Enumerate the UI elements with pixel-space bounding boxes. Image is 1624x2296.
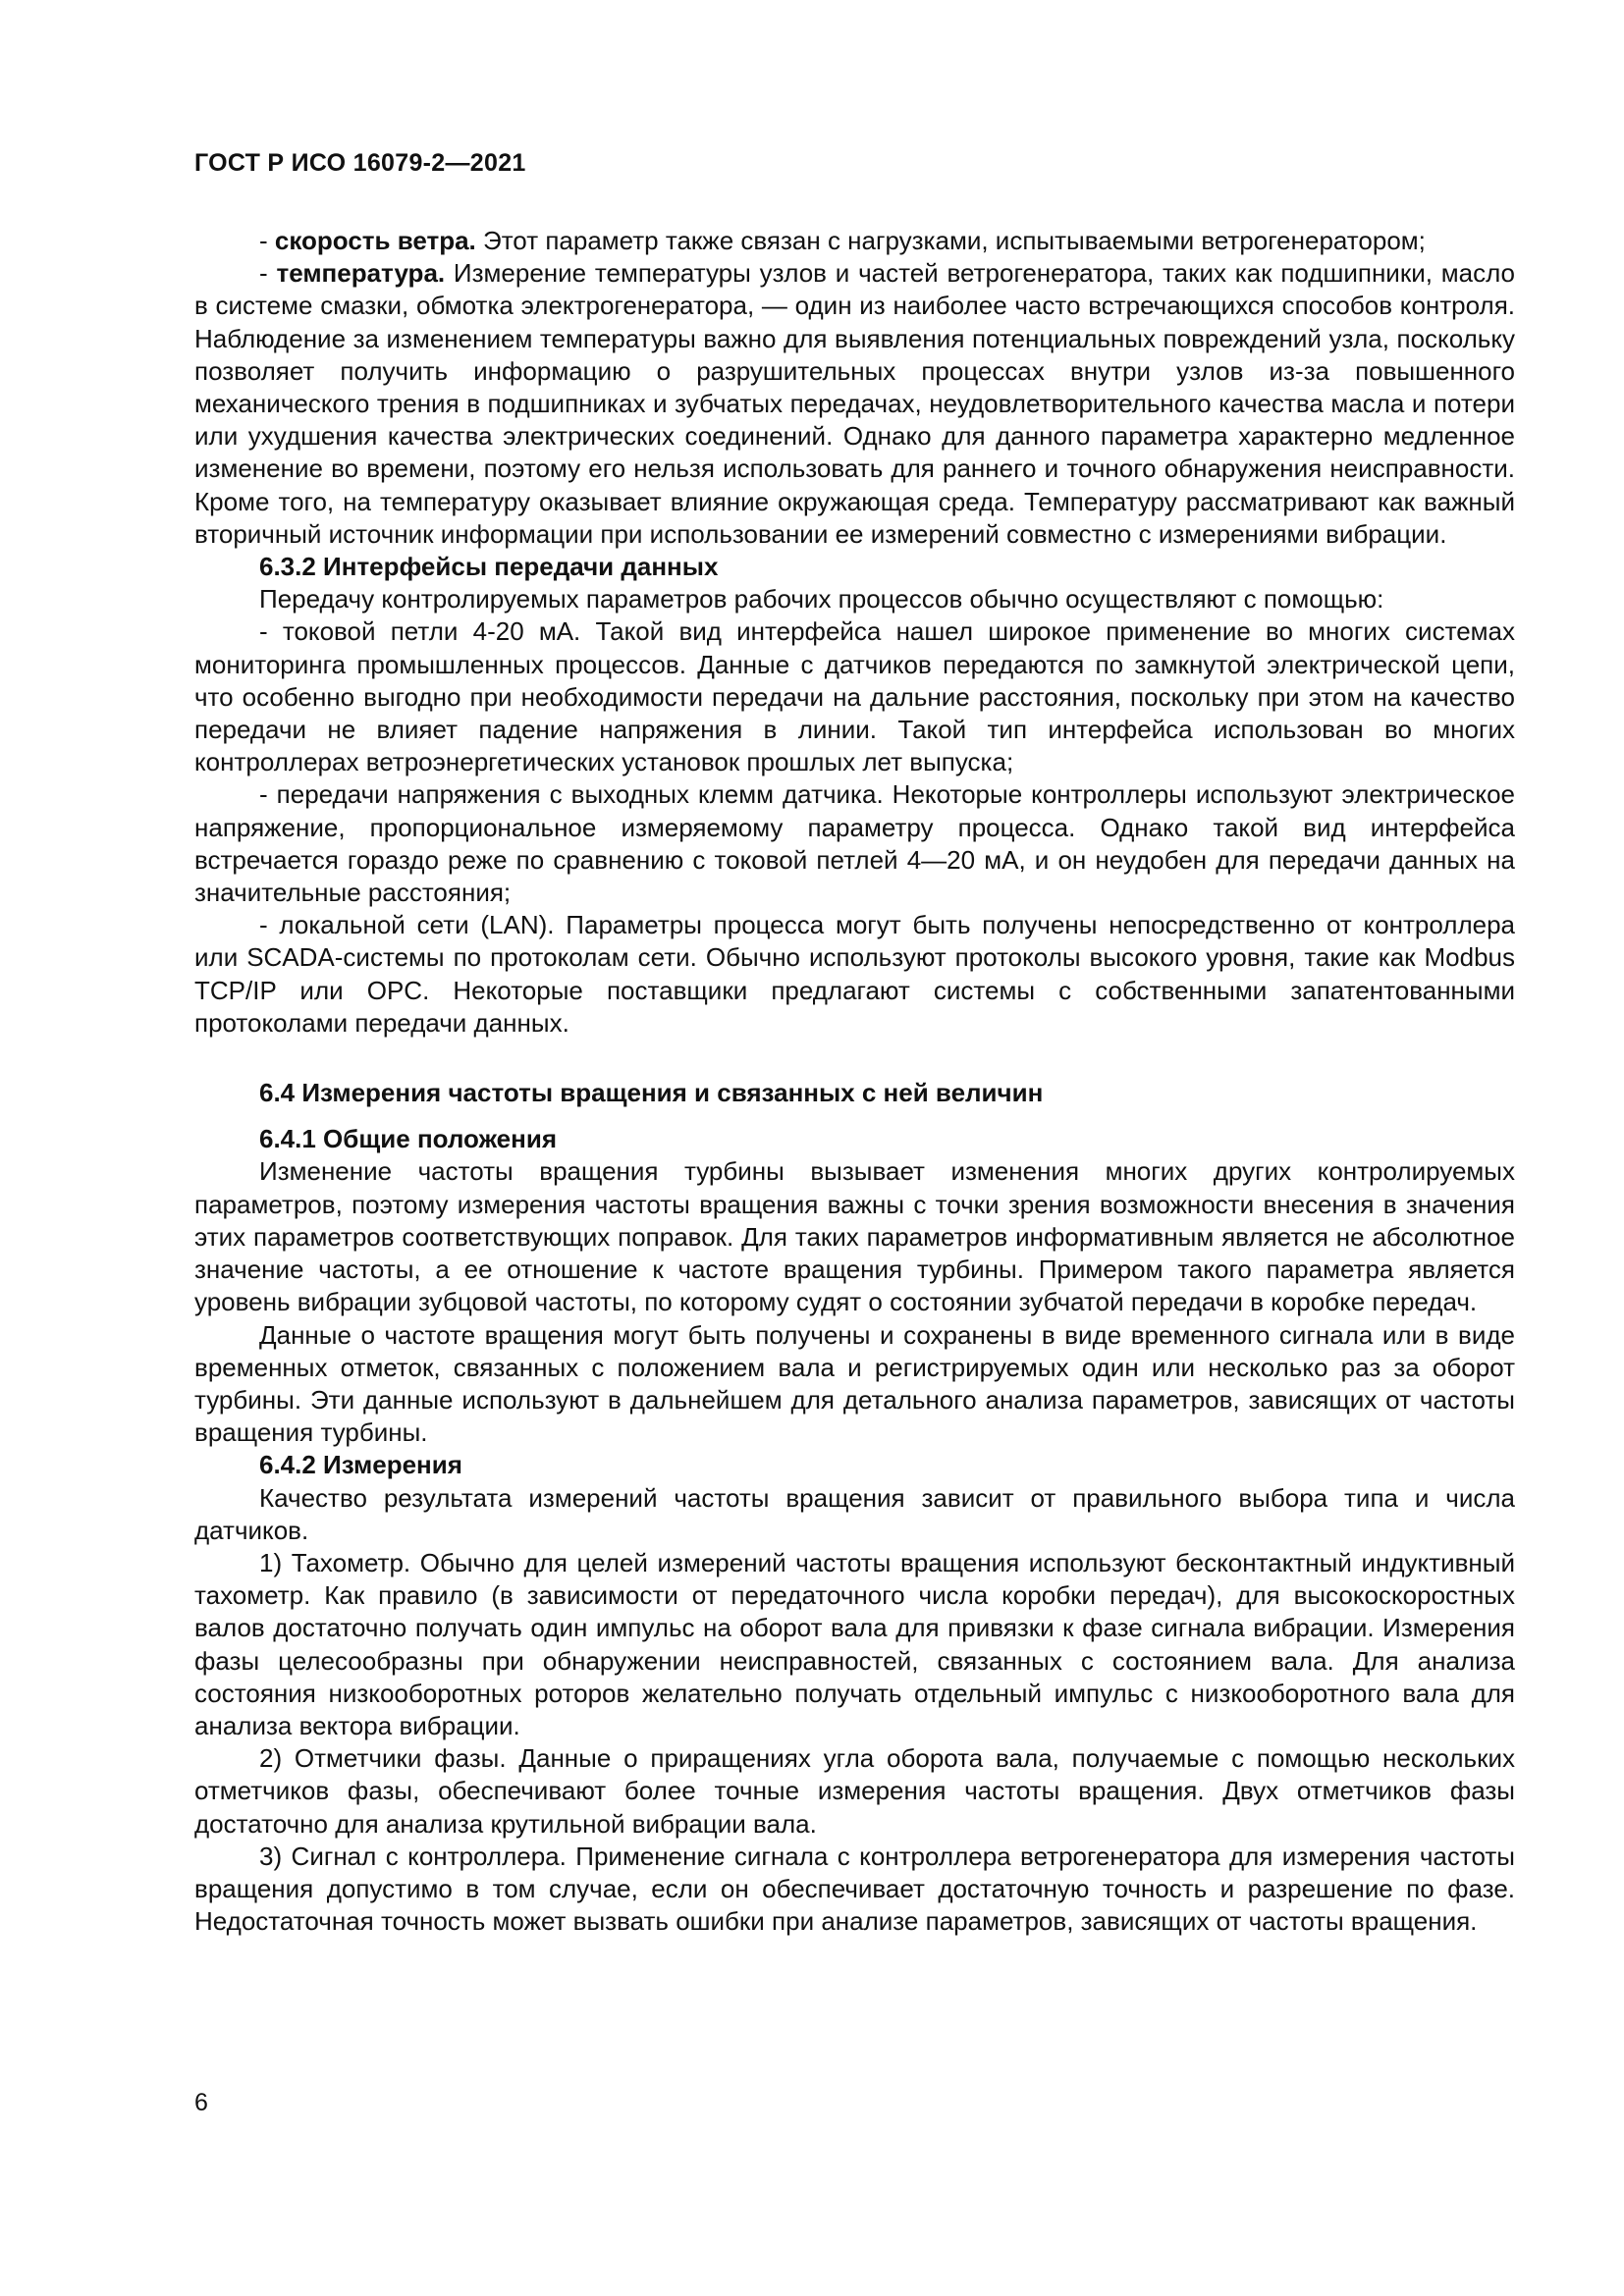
section-heading-6-4-1: 6.4.1 Общие положения bbox=[259, 1124, 557, 1154]
section-heading-6-4-2: 6.4.2 Измерения bbox=[259, 1450, 462, 1480]
list-item-temperature: - температура. Измерение температуры узлов и частей ветрогенератора, таких как подшипники, масло в системе смазки, обмотка электрогенератора, — один из наиболее часто встречающихся способов контроля. Наблюдение за изменением температуры важно для выявления потенциальных повреждений узла, поскольку позволяет получить информацию о разрушительных процессах внутри узлов из-за повышенного механического трения в подшипниках и зубчатых передачах, неудовлетворительного качества масла и потери или ухудшения качества электрических соединений. Однако для данного параметра характерно медленное изменение во времени, поэтому его нельзя использовать для раннего и точного обнаружения неисправности. Кроме того, на температуру оказывает влияние окружающая среда. Температуру рассматривают как важный вторичный источник информации при использовании ее измерений совместно с измерениями вибрации. bbox=[194, 258, 1515, 549]
paragraph-general-a: Изменение частоты вращения турбины вызывает изменения многих других контролируемых параметров, поэтому измерения частоты вращения важны с точки зрения возможности внесения в значения этих параметров соответствующих поправок. Для таких параметров информативным является не абсолютное значение частоты, а ее отношение к частоте вращения турбины. Примером такого параметра является уровень вибрации зубцовой частоты, по которому судят о состоянии зубчатой передачи в коробке передач. bbox=[194, 1156, 1515, 1317]
list-item-wind-speed: - скорость ветра. Этот параметр также связан с нагрузками, испытываемыми ветрогенератором; bbox=[259, 226, 1426, 255]
document-header: ГОСТ Р ИСО 16079-2—2021 bbox=[194, 149, 526, 177]
list-item-lan: - локальной сети (LAN). Параметры процесса могут быть получены непосредственно от контроллера или SCADA-системы по протоколам сети. Обычно используют протоколы высокого уровня, такие как Modbus TCP/IP или OPC. Некоторые поставщики предлагают системы с собственными запатентованными протоколами передачи данных. bbox=[194, 910, 1515, 1038]
page-number: 6 bbox=[194, 2089, 208, 2116]
section-heading-6-4: 6.4 Измерения частоты вращения и связанных с ней величин bbox=[259, 1078, 1044, 1108]
paragraph-general-b: Данные о частоте вращения могут быть получены и сохранены в виде временного сигнала или в виде временных отметок, связанных с положением вала и регистрируемых один или несколько раз за оборот турбины. Эти данные используют в дальнейшем для детального анализа параметров, зависящих от частоты вращения турбины. bbox=[194, 1319, 1515, 1448]
text-wind-speed: Этот параметр также связан с нагрузками, испытываемыми ветрогенератором; bbox=[475, 226, 1426, 255]
paragraph-measurements-intro: Качество результата измерений частоты вращения зависит от правильного выбора типа и числа датчиков. bbox=[194, 1482, 1515, 1545]
text-temperature: Измерение температуры узлов и частей ветрогенератора, таких как подшипники, масло в системе смазки, обмотка электрогенератора, — один из наиболее часто встречающихся способов контроля. Наблюдение за изменением температуры важно для выявления потенциальных повреждений узла, поскольку позволяет получить информацию о разрушительных процессах внутри узлов из-за повышенного механического трения в подшипниках и зубчатых передачах, неудовлетворительного качества масла и потери или ухудшения качества электрических соединений. Однако для данного параметра характерно медленное изменение во времени, поэтому его нельзя использовать для раннего и точного обнаружения неисправности. Кроме того, на температуру оказывает влияние окружающая среда. Температуру рассматривают как важный вторичный источник информации при использовании ее измерений совместно с измерениями вибрации. bbox=[194, 258, 1515, 549]
list-item-phase-markers: 2) Отметчики фазы. Данные о приращениях угла оборота вала, получаемые с помощью нескольких отметчиков фазы, обеспечивают более точные измерения частоты вращения. Двух отметчиков фазы достаточно для анализа крутильной вибрации вала. bbox=[194, 1743, 1515, 1839]
list-item-voltage: - передачи напряжения с выходных клемм датчика. Некоторые контроллеры используют электрическое напряжение, пропорциональное измеряемому параметру процесса. Однако такой вид интерфейса встречается гораздо реже по сравнению с токовой петлей 4—20 мА, и он неудобен для передачи данных на значительные расстояния; bbox=[194, 779, 1515, 908]
list-item-current-loop: - токовой петли 4-20 мА. Такой вид интерфейса нашел широкое применение во многих системах мониторинга промышленных процессов. Данные с датчиков передаются по замкнутой электрической цепи, что особенно выгодно при необходимости передачи на дальние расстояния, поскольку при этом на качество передачи не влияет падение напряжения в линии. Такой тип интерфейса использован во многих контроллерах ветроэнергетических установок прошлых лет выпуска; bbox=[194, 616, 1515, 777]
section-heading-6-3-2: 6.3.2 Интерфейсы передачи данных bbox=[259, 552, 719, 582]
document-body bbox=[194, 225, 1515, 1938]
list-item-controller-signal: 3) Сигнал с контроллера. Применение сигнала с контроллера ветрогенератора для измерения частоты вращения допустимо в том случае, если он обеспечивает достаточную точность и разрешение по фазе. Недостаточная точность может вызвать ошибки при анализе параметров, зависящих от частоты вращения. bbox=[194, 1841, 1515, 1937]
list-item-tachometer: 1) Тахометр. Обычно для целей измерений частоты вращения используют бесконтактный индуктивный тахометр. Как правило (в зависимости от передаточного числа коробки передач), для высокоскоростных валов достаточно получать один импульс на оборот вала для привязки к фазе сигнала вибрации. Измерения фазы целесообразны при обнаружении неисправностей, связанных с состоянием вала. Для анализа состояния низкооборотных роторов желательно получать отдельный импульс с низкооборотного вала для анализа вектора вибрации. bbox=[194, 1547, 1515, 1740]
term-temperature: температура. bbox=[276, 258, 446, 289]
paragraph-interfaces-intro: Передачу контролируемых параметров рабочих процессов обычно осуществляют с помощью: bbox=[259, 584, 1384, 614]
term-wind-speed: скорость ветра. bbox=[274, 226, 476, 255]
